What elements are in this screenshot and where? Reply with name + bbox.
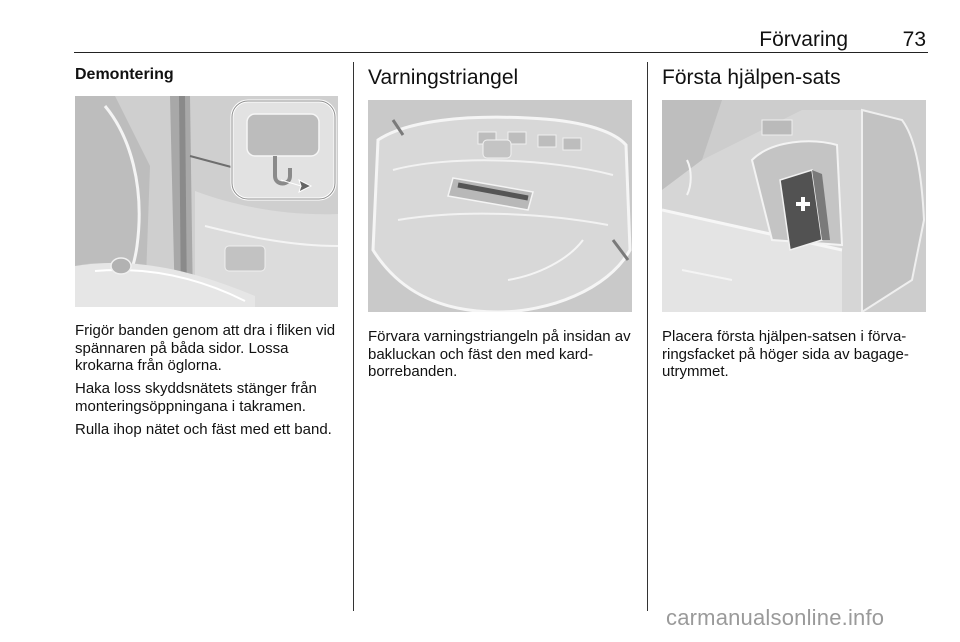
header-rule <box>74 52 928 53</box>
heading-varningstriangel: Varningstriangel <box>368 66 519 89</box>
watermark: carmanualsonline.info <box>666 605 885 630</box>
first-aid-kit-illustration <box>662 100 926 312</box>
column-divider-1 <box>353 62 354 611</box>
tailgate-warning-triangle-illustration <box>368 100 632 312</box>
paragraph-1: Frigör banden genom att dra i fliken vid spännaren på båda sidor. Lossa krokarna från öglorna. <box>75 322 336 374</box>
paragraph-2: Haka loss skyddsnätets stänger från monteringsöppningana i takramen. <box>75 380 317 415</box>
heading-demontering: Demontering <box>75 66 174 83</box>
section-title: Förvaring <box>759 28 848 51</box>
heading-forsta-hjalpen-sats: Första hjälpen-sats <box>662 66 841 89</box>
net-hook-removal-illustration <box>75 96 338 307</box>
paragraph-3: Rulla ihop nätet och fäst med ett band. <box>75 421 332 438</box>
page-number: 73 <box>902 28 926 51</box>
column-divider-2 <box>647 62 648 611</box>
paragraph-4: Förvara varningstriangeln på insidan av bakluckan och fäst den med kard-borrebanden. <box>368 328 631 380</box>
paragraph-5: Placera första hjälpen-satsen i förva-ringsfacket på höger sida av bagage-utrymmet. <box>662 328 909 380</box>
